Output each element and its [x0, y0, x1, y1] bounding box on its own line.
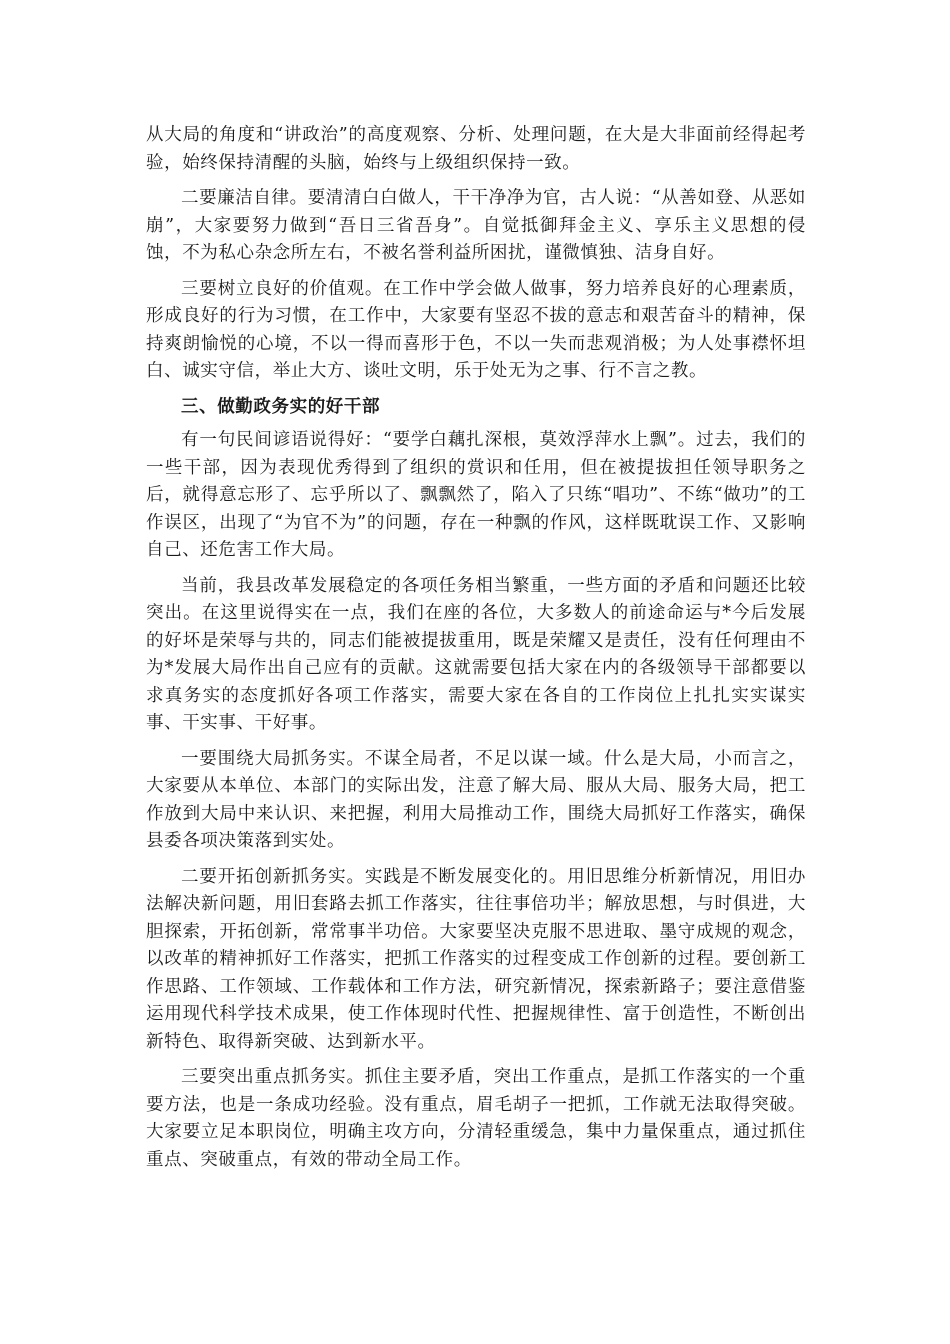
paragraph-continuation: 从大局的角度和“讲政治”的高度观察、分析、处理问题，在大是大非面前经得起考验，始终保持清醒的头脑，始终与上级组织保持一致。: [146, 125, 806, 173]
paragraph-integrity: 二要廉洁自律。要清清白白做人，干干净净为官，古人说：“从善如登、从恶如崩”，大家要努力做到“吾日三省吾身”。自觉抵御拜金主义、享乐主义思想的侵蚀，不为私心杂念所左右，不被名誉利益所困扰，谨微慎独、洁身自好。: [146, 188, 806, 263]
section-heading: 三、做勤政务实的好干部: [181, 396, 381, 417]
paragraph-overall-situation: 一要围绕大局抓务实。不谋全局者，不足以谋一域。什么是大局，小而言之，大家要从本单位、本部门的实际出发，注意了解大局、服从大局、服务大局，把工作放到大局中来认识、来把握，利用大局推动工作，围绕大局抓好工作落实，确保县委各项决策落到实处。: [146, 748, 806, 851]
paragraph-values: 三要树立良好的价值观。在工作中学会做人做事，努力培养良好的心理素质，形成良好的行为习惯，在工作中，大家要有坚忍不拔的意志和艰苦奋斗的精神，保持爽朗愉悦的心境，不以一得而喜形于色，不以一失而悲观消极；为人处事襟怀坦白、诚实守信，举止大方、谈吐文明，乐于处无为之事、行不言之教。: [146, 278, 806, 381]
paragraph-key-points: 三要突出重点抓务实。抓住主要矛盾，突出工作重点，是抓工作落实的一个重要方法，也是一条成功经验。没有重点，眉毛胡子一把抓，工作就无法取得突破。大家要立足本职岗位，明确主攻方向，分清轻重缓急，集中力量保重点，通过抓住重点、突破重点，有效的带动全局工作。: [146, 1067, 806, 1170]
paragraph-current-tasks: 当前，我县改革发展稳定的各项任务相当繁重，一些方面的矛盾和问题还比较突出。在这里说得实在一点，我们在座的各位，大多数人的前途命运与*今后发展的好坏是荣辱与共的，同志们能被提拔重用，既是荣耀又是责任，没有任何理由不为*发展大局作出自己应有的贡献。这就需要包括大家在内的各级领导干部都要以求真务实的态度抓好各项工作落实，需要大家在各自的工作岗位上扎扎实实谋实事、干实事、干好事。: [146, 575, 806, 733]
paragraph-proverb: 有一句民间谚语说得好：“要学白藕扎深根，莫效浮萍水上飘”。过去，我们的一些干部，因为表现优秀得到了组织的赏识和任用，但在被提拔担任领导职务之后，就得意忘形了、忘乎所以了、飘飘然了，陷入了只练“唱功”、不练“做功”的工作误区，出现了“为官不为”的问题，存在一种飘的作风，这样既耽误工作、又影响自己、还危害工作大局。: [146, 430, 806, 560]
document-body: [146, 122, 806, 1182]
paragraph-innovation: 二要开拓创新抓务实。实践是不断发展变化的。用旧思维分析新情况，用旧办法解决新问题，用旧套路去抓工作落实，往往事倍功半；解放思想，与时俱进，大胆探索，开拓创新，常常事半功倍。大家要坚决克服不思进取、墨守成规的观念，以改革的精神抓好工作落实，把抓工作落实的过程变成工作创新的过程。要创新工作思路、工作领域、工作载体和工作方法，研究新情况，探索新路子；要注意借鉴运用现代科学技术成果，使工作体现时代性、把握规律性、富于创造性，不断创出新特色、取得新突破、达到新水平。: [146, 866, 806, 1052]
